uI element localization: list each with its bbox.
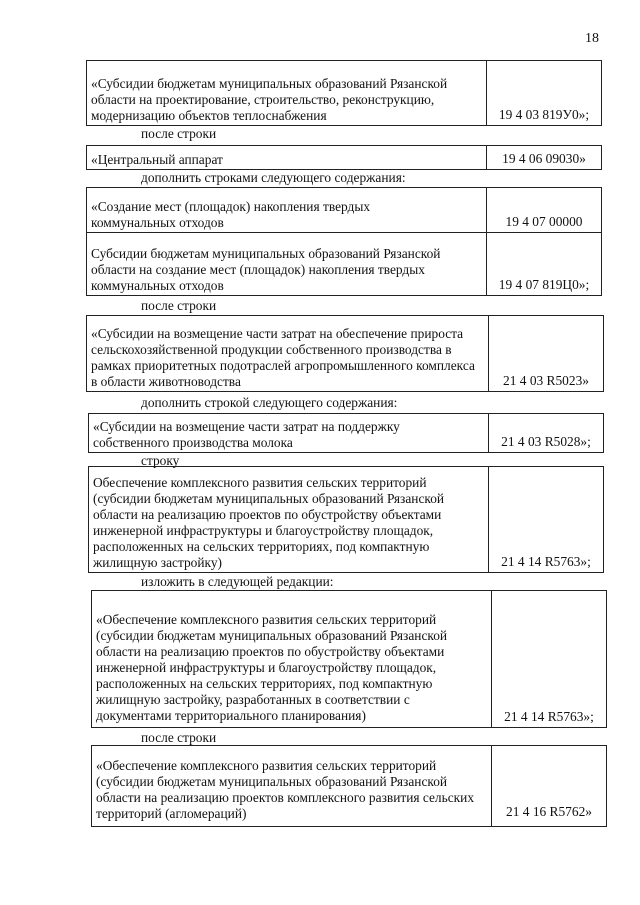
instruction-text: строку [141,453,180,468]
row-code: 21 4 03 R5028»; [501,434,591,449]
row-code: 19 4 07 00000 [505,214,583,229]
row-description: «Субсидии на возмещение части затрат на обеспечение прироста сельскохозяйственной продукции собственного производства в рамках приоритетных подотраслей агропромышленного комплекса в области животноводства [91,326,475,389]
row-code: 21 4 16 R5762» [506,804,592,819]
row-code: 21 4 14 R5763»; [501,554,591,569]
table-row [88,466,604,573]
table-row [86,233,602,296]
row-description: «Обеспечение комплексного развития сельских территорий (субсидии бюджетам муниципальных образований Рязанской области на реализацию проектов по обустройству объектами инженерной инфраструктуры и благоустройству площадок, расположенных на сельских территориях, под компактную жилищную застройку, разработанных в соответствии с документами территориального планирования) [96,612,448,723]
row-description: «Обеспечение комплексного развития сельских территорий (субсидии бюджетам муниципальных образований Рязанской области на реализацию проектов комплексного развития сельских территорий (агломераций) [96,758,475,821]
table-row [86,187,602,233]
instruction-text: после строки [141,730,217,745]
row-code: 21 4 03 R5023» [503,373,589,388]
table-row [86,145,602,170]
table-row [86,315,604,392]
row-description: «Субсидии бюджетам муниципальных образований Рязанской области на проектирование, строительство, реконструкцию, модернизацию объектов теплоснабжения [91,76,448,123]
row-description: Обеспечение комплексного развития сельских территорий (субсидии бюджетам муниципальных образований Рязанской области на реализацию проектов по обустройству объектами инженерной инфраструктуры и благоустройству площадок, расположенных на сельских территориях, под компактную жилищную застройку) [93,475,445,570]
row-code: 19 4 03 819У0»; [498,107,590,122]
instruction-text: дополнить строками следующего содержания: [141,170,406,185]
instruction-text: после строки [141,298,217,313]
row-description: «Создание мест (площадок) накопления твердых коммунальных отходов [91,199,371,230]
table-row [88,413,604,453]
row-description: «Субсидии на возмещение части затрат на поддержку собственного производства молока [93,419,400,450]
row-description: Субсидии бюджетам муниципальных образований Рязанской области на создание мест (площадок) накопления твердых коммунальных отходов [91,246,441,293]
row-code: 21 4 14 R5763»; [504,709,594,724]
row-code: 19 4 06 09030» [502,151,586,166]
row-description: «Центральный аппарат [91,152,223,167]
page-number: 18 [585,31,599,46]
table-row [86,60,602,126]
table-row [91,590,607,728]
instruction-text: дополнить строкой следующего содержания: [141,395,398,410]
row-code: 19 4 07 819Ц0»; [498,277,590,292]
instruction-text: изложить в следующей редакции: [141,574,334,589]
table-row [91,745,607,827]
instruction-text: после строки [141,126,217,141]
